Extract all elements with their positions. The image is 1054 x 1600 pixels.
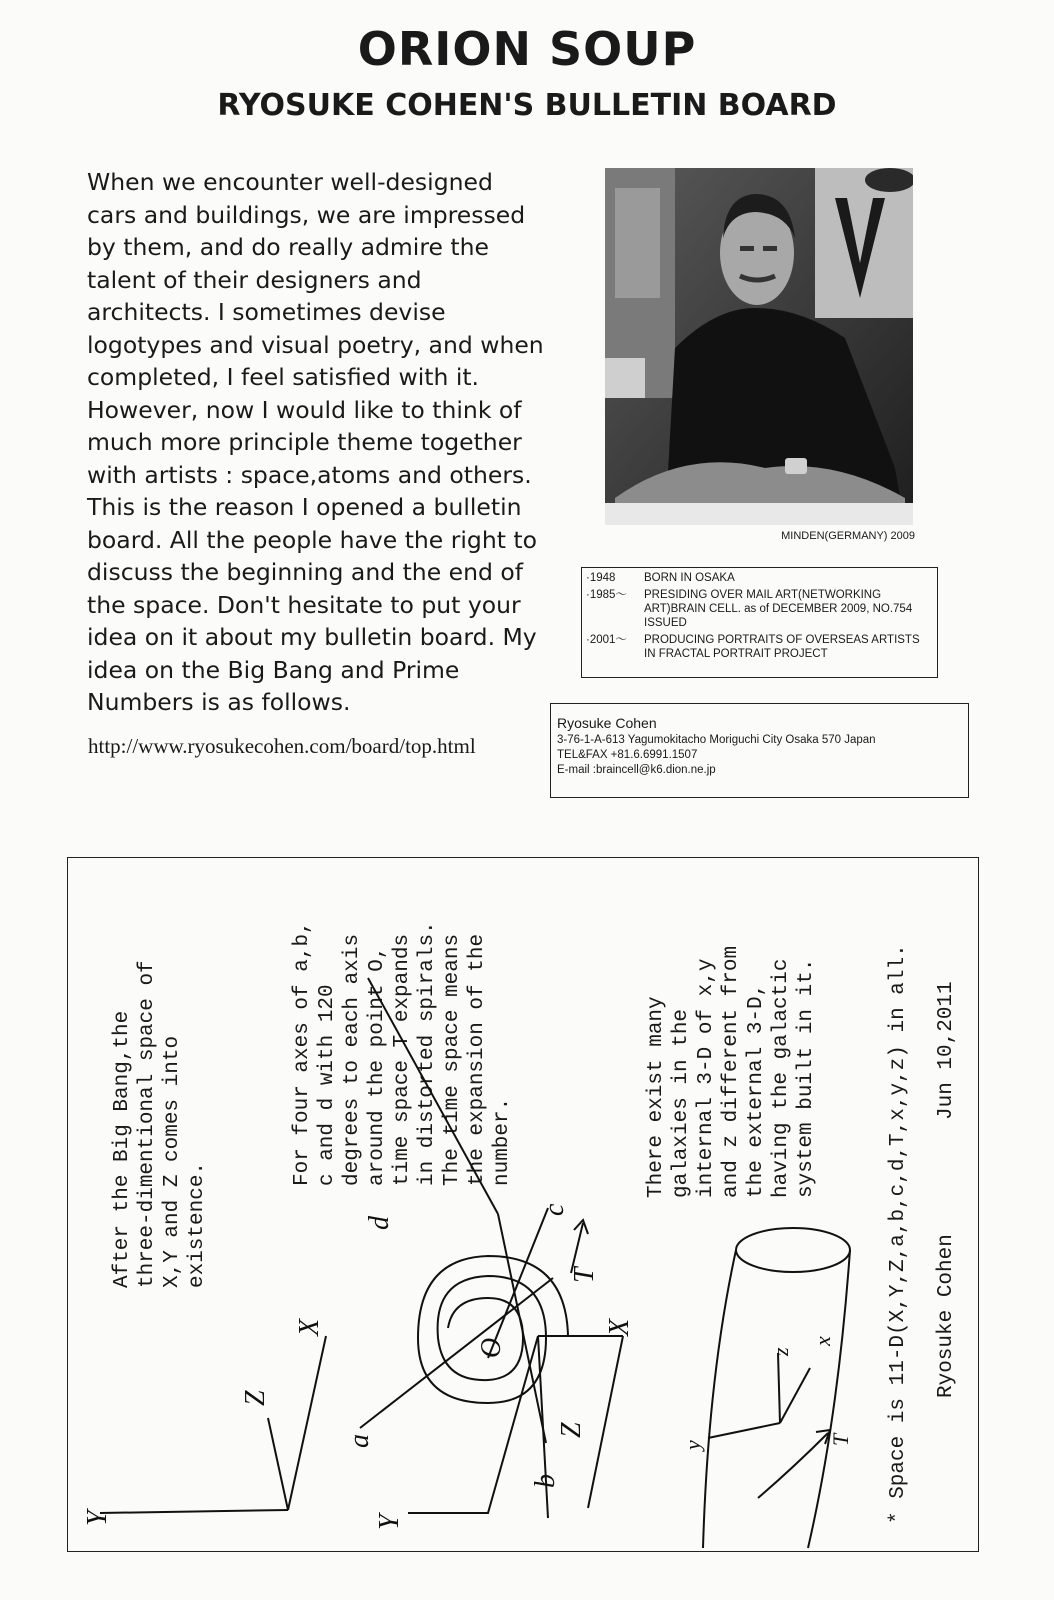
intro-line: When we encounter well-designed <box>87 168 493 196</box>
axis-y-line <box>100 1510 288 1513</box>
intro-line: much more principle theme together <box>87 428 522 456</box>
label-z3: z <box>768 1347 793 1356</box>
bulletin-board-url[interactable]: http://www.ryosukecohen.com/board/top.html <box>88 734 476 758</box>
bio-text: BORN IN OSAKA <box>644 572 735 584</box>
manuscript-signature: Ryosuke Cohen <box>935 1234 958 1398</box>
axis-x3-line <box>780 1368 810 1423</box>
biography-box <box>581 567 938 678</box>
manuscript-column-galaxies: There exist many galaxies in the internal 3-D of x,y and z different from the external 3-D, having the galactic system built in it. <box>645 945 818 1198</box>
bio-entry <box>586 633 933 661</box>
bio-year: ·1985～ <box>586 589 627 601</box>
intro-line: Numbers is as follows. <box>87 688 351 716</box>
axis-t3-line <box>758 1433 828 1498</box>
intro-line: by them, and do really admire the <box>87 233 489 261</box>
axis-x2-diag <box>588 1336 623 1508</box>
label-c: c <box>539 1203 570 1216</box>
label-t: T <box>569 1267 600 1283</box>
bio-entry <box>586 588 933 630</box>
portrait-photo-graphic <box>605 168 913 525</box>
intro-line: This is the reason I opened a bulletin <box>87 493 522 521</box>
axis-a-line <box>360 1278 553 1428</box>
page-title: ORION SOUP <box>357 22 697 76</box>
intro-line: talent of their designers and <box>87 265 422 294</box>
intro-line: board. All the people have the right to <box>87 525 538 554</box>
axis-d-line <box>368 978 498 1214</box>
time-spiral <box>418 1256 568 1403</box>
galaxy-cylinder-right <box>808 1250 850 1548</box>
label-d: d <box>364 1216 395 1230</box>
intro-line: the space. Don't hesitate to put your <box>87 590 521 619</box>
label-x: X <box>294 1318 325 1336</box>
label-z: Z <box>240 1390 271 1406</box>
label-y2: Y <box>374 1514 405 1530</box>
bio-text: PRODUCING PORTRAITS OF OVERSEAS ARTISTS IN FRACTAL PORTRAIT PROJECT <box>644 634 920 660</box>
portrait-photo <box>605 168 913 525</box>
axis-x-line <box>288 1336 326 1510</box>
axis-t-arrow <box>571 1223 583 1273</box>
label-x2: X <box>604 1318 635 1336</box>
intro-line: discuss the beginning and the end of <box>87 558 524 586</box>
label-t3: T <box>828 1433 853 1446</box>
manuscript-eleven-dimensions: * Space is 11-D(X,Y,Z,a,b,c,d,T,x,y,z) in all. <box>887 944 910 1524</box>
intro-text <box>87 166 562 719</box>
contact-tel: TEL&FAX +81.6.6991.1507 <box>557 749 698 761</box>
label-y: Y <box>82 1510 113 1526</box>
label-z2: Z <box>556 1422 587 1438</box>
axis-y3-line <box>708 1423 780 1438</box>
page-subtitle: RYOSUKE COHEN'S BULLETIN BOARD <box>217 88 837 123</box>
label-b: b <box>530 1474 561 1488</box>
intro-line: completed, I feel satisfied with it. <box>87 363 480 391</box>
axes-sketches <box>68 858 978 1551</box>
intro-line: idea on the Big Bang and Prime <box>87 655 460 684</box>
manuscript-date: Jun 10,2011 <box>935 981 958 1120</box>
manuscript-column-four-axes: For four axes of a,b, c and d with 120 degrees to each axis around the point O, time space T expands in distorted spirals. The time space means the expansion of the number. <box>291 921 514 1186</box>
contact-address: 3-76-1-A-613 Yagumokitacho Moriguchi City Osaka 570 Japan <box>557 734 876 746</box>
galaxy-cylinder-top <box>736 1228 850 1272</box>
label-a: a <box>344 1434 375 1448</box>
contact-email[interactable]: E-mail :braincell@k6.dion.ne.jp <box>557 764 716 776</box>
label-x3: x <box>810 1336 835 1346</box>
bio-text: PRESIDING OVER MAIL ART(NETWORKING ART)BRAIN CELL. as of DECEMBER 2009, NO.754 ISSUED <box>644 589 913 629</box>
galaxy-cylinder-left <box>703 1250 736 1548</box>
contact-name: Ryosuke Cohen <box>557 715 657 731</box>
bio-year: ·2001～ <box>586 634 627 646</box>
axis-z3-line <box>778 1353 780 1423</box>
manuscript-column-big-bang: After the Big Bang,the three-dimentional space of X,Y and Z comes into existence. <box>111 960 209 1288</box>
bio-year: ·1948 <box>586 572 616 584</box>
bio-entry <box>586 571 933 585</box>
intro-line: logotypes and visual poetry, and when <box>87 330 544 359</box>
label-y3: y <box>680 1440 705 1450</box>
handwritten-manuscript <box>67 857 979 1552</box>
intro-line: architects. I sometimes devise <box>87 298 446 326</box>
axis-z-line <box>268 1418 288 1510</box>
contact-box <box>550 703 969 798</box>
intro-line: cars and buildings, we are impressed <box>87 200 526 229</box>
photo-caption: MINDEN(GERMANY) 2009 <box>781 530 915 542</box>
intro-line: However, now I would like to think of <box>87 395 522 424</box>
intro-line: with artists : space,atoms and others. <box>87 460 532 489</box>
label-o: O <box>476 1337 507 1358</box>
intro-line: idea on it about my bulletin board. My <box>87 623 537 651</box>
